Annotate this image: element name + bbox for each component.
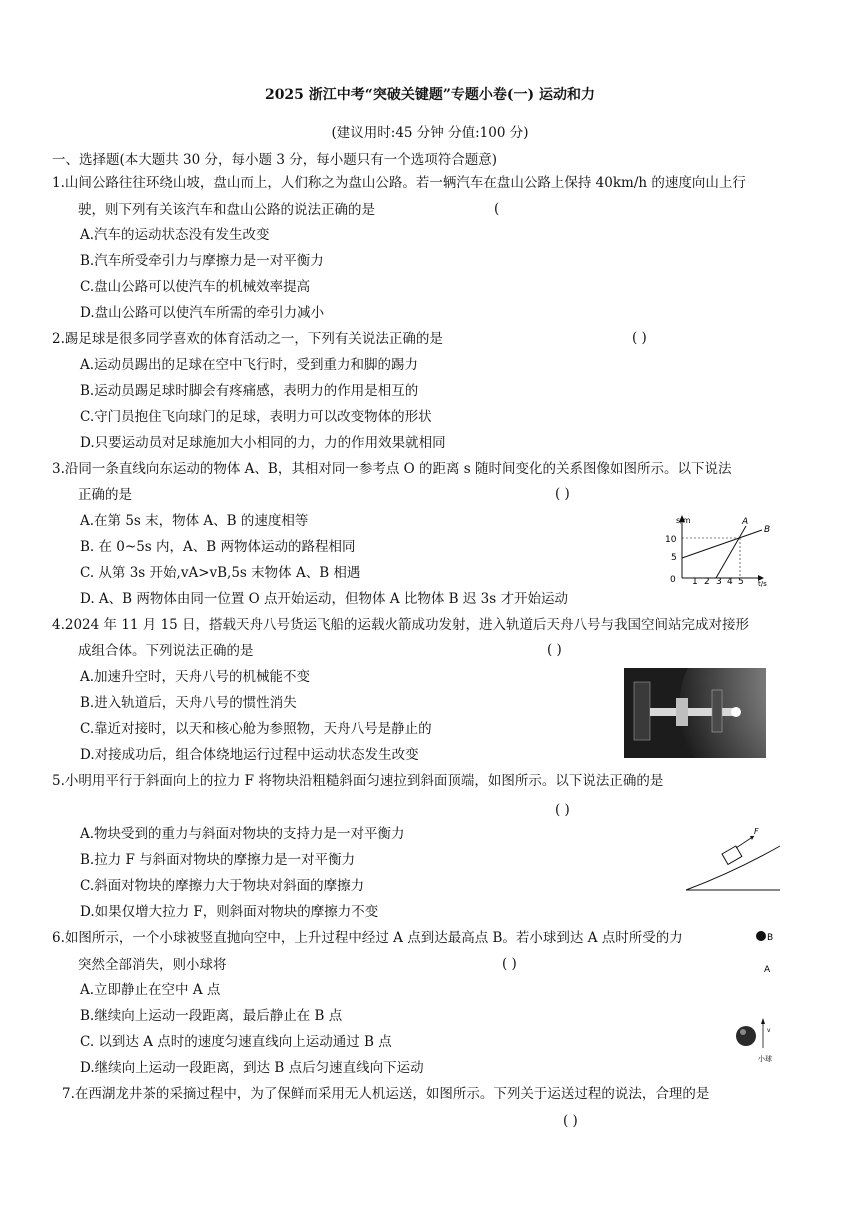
light-flare	[731, 707, 741, 717]
question-6-option-c: C. 以到达 A 点时的速度匀速直线向上运动通过 B 点	[80, 1034, 392, 1050]
question-4-option-d: D.对接成功后，组合体绕地运行过程中运动状态发生改变	[80, 747, 419, 763]
question-1-answer-paren: (	[494, 201, 500, 217]
question-5-option-a: A.物块受到的重力与斜面对物块的支持力是一对平衡力	[80, 826, 405, 842]
force-label: F	[754, 827, 759, 836]
graph-ylabel: s/m	[676, 516, 691, 525]
graph-ytick-0: 0	[670, 575, 676, 585]
question-2-answer-paren: ( )	[632, 330, 647, 346]
question-6-option-d: D.继续向上运动一段距离，到达 B 点后匀速直线向下运动	[80, 1060, 424, 1076]
exam-title: 2025 浙江中考“突破关键题”专题小卷(一) 运动和力	[264, 87, 596, 103]
question-6-stem: 6.如图所示，一个小球被竖直抛向空中，上升过程中经过 A 点到达最高点 B。若小球到达 A 点时所受的力	[52, 930, 683, 946]
question-1-option-b: B.汽车所受牵引力与摩擦力是一对平衡力	[80, 253, 324, 269]
question-1-stem-cont: 驶，则下列有关该汽车和盘山公路的说法正确的是	[78, 202, 375, 218]
graph-ytick-5: 5	[671, 553, 677, 563]
section-heading: 一、选择题(本大题共 30 分，每小题 3 分，每小题只有一个选项符合题意)	[52, 152, 497, 168]
graph-xtick-2: 2	[704, 577, 710, 587]
question-6-option-b: B.继续向上运动一段距离，最后静止在 B 点	[80, 1008, 343, 1024]
station-module	[676, 698, 688, 726]
point-a-label: A	[764, 965, 771, 975]
graph-xtick-5: 5	[738, 577, 744, 587]
question-4-stem: 4.2024 年 11 月 15 日，搭载天舟八号货运飞船的运载火箭成功发射，进入轨道后天舟八号与我国空间站完成对接形	[52, 617, 750, 633]
ball-highlight	[740, 1029, 746, 1035]
question-3-stem: 3.沿同一条直线向东运动的物体 A、B，其相对同一参考点 O 的距离 s 随时间变化的关系图像如图所示。以下说法	[52, 461, 732, 477]
graph-line-a	[716, 526, 746, 578]
question-2-option-b: B.运动员踢足球时脚会有疼痛感，表明力的作用是相互的	[80, 383, 419, 399]
question-2-stem: 2.踢足球是很多同学喜欢的体育活动之一，下列有关说法正确的是	[52, 331, 443, 347]
graph-xtick-4: 4	[727, 577, 733, 587]
ball-label: 小球	[758, 1055, 772, 1063]
question-6-stem-cont: 突然全部消失，则小球将	[78, 957, 227, 973]
question-4-answer-paren: ( )	[547, 642, 562, 658]
exam-subtitle: (建议用时:45 分钟 分值:100 分)	[331, 125, 529, 141]
question-3-option-b: B. 在 0~5s 内，A、B 两物体运动的路程相同	[80, 539, 356, 555]
question-5-answer-paren: ( )	[555, 802, 570, 818]
graph-label-a: A	[742, 517, 749, 527]
question-6-answer-paren: ( )	[502, 956, 517, 972]
question-2-option-c: C.守门员抱住飞向球门的足球，表明力可以改变物体的形状	[80, 409, 432, 425]
question-3-option-c: C. 从第 3s 开始,vA>vB,5s 末物体 A、B 相遇	[80, 565, 361, 581]
question-7-answer-paren: ( )	[563, 1113, 578, 1129]
question-3-answer-paren: ( )	[555, 486, 570, 502]
solar-panel-right	[712, 690, 722, 732]
question-1-option-d: D.盘山公路可以使汽车所需的牵引力减小	[80, 305, 325, 321]
question-6-option-a: A.立即静止在空中 A 点	[80, 982, 221, 998]
question-5-option-d: D.如果仅增大拉力 F，则斜面对物块的摩擦力不变	[80, 904, 379, 920]
graph-xtick-3: 3	[716, 577, 722, 587]
question-4-stem-cont: 成组合体。下列说法正确的是	[78, 643, 254, 659]
question-3-option-d: D. A、B 两物体由同一位置 O 点开始运动，但物体 A 比物体 B 迟 3s 才开始运动	[80, 591, 568, 607]
incline-figure	[684, 822, 784, 894]
question-1-option-c: C.盘山公路可以使汽车的机械效率提高	[80, 279, 311, 295]
graph-ytick-10: 10	[665, 535, 677, 545]
question-1-option-a: A.汽车的运动状态没有发生改变	[80, 227, 270, 243]
question-5-option-b: B.拉力 F 与斜面对物块的摩擦力是一对平衡力	[80, 852, 356, 868]
graph-line-b	[682, 530, 762, 558]
graph-label-b: B	[764, 525, 771, 535]
point-b-dot	[756, 931, 766, 941]
velocity-arrow-head	[761, 1018, 765, 1024]
question-3-stem-cont: 正确的是	[78, 487, 132, 503]
question-1-stem: 1.山间公路往往环绕山坡，盘山而上，人们称之为盘山公路。若一辆汽车在盘山公路上保持 40km/h 的速度向山上行	[52, 175, 746, 191]
velocity-label: v	[767, 1027, 771, 1034]
question-2-option-d: D.只要运动员对足球施加大小相同的力，力的作用效果就相同	[80, 435, 446, 451]
ball	[736, 1026, 756, 1046]
question-4-option-c: C.靠近对接时，以天和核心舱为参照物，天舟八号是静止的	[80, 721, 432, 737]
question-2-option-a: A.运动员踢出的足球在空中飞行时，受到重力和脚的踢力	[80, 357, 419, 373]
question-4-option-b: B.进入轨道后，天舟八号的惯性消失	[80, 695, 297, 711]
point-b-label: B	[767, 933, 774, 943]
question-5-stem: 5.小明用平行于斜面向上的拉力 F 将物块沿粗糙斜面匀速拉到斜面顶端，如图所示。以下说法正确的是	[52, 773, 664, 789]
question-5-option-c: C.斜面对物块的摩擦力大于物块对斜面的摩擦力	[80, 878, 365, 894]
question-4-option-a: A.加速升空时，天舟八号的机械能不变	[80, 669, 311, 685]
ball-figure	[730, 924, 790, 1069]
solar-panel-left	[634, 682, 650, 740]
graph-xlabel: t/s	[758, 580, 767, 587]
graph-xtick-1: 1	[692, 577, 698, 587]
space-station-photo	[624, 668, 766, 758]
question-7-stem: 7.在西湖龙井茶的采摘过程中，为了保鲜而采用无人机运送，如图所示。下列关于运送过程的说法，合理的是	[62, 1086, 710, 1102]
block	[722, 846, 742, 864]
question-3-option-a: A.在第 5s 末，物体 A、B 的速度相等	[80, 513, 309, 529]
st-graph-figure	[660, 512, 785, 587]
